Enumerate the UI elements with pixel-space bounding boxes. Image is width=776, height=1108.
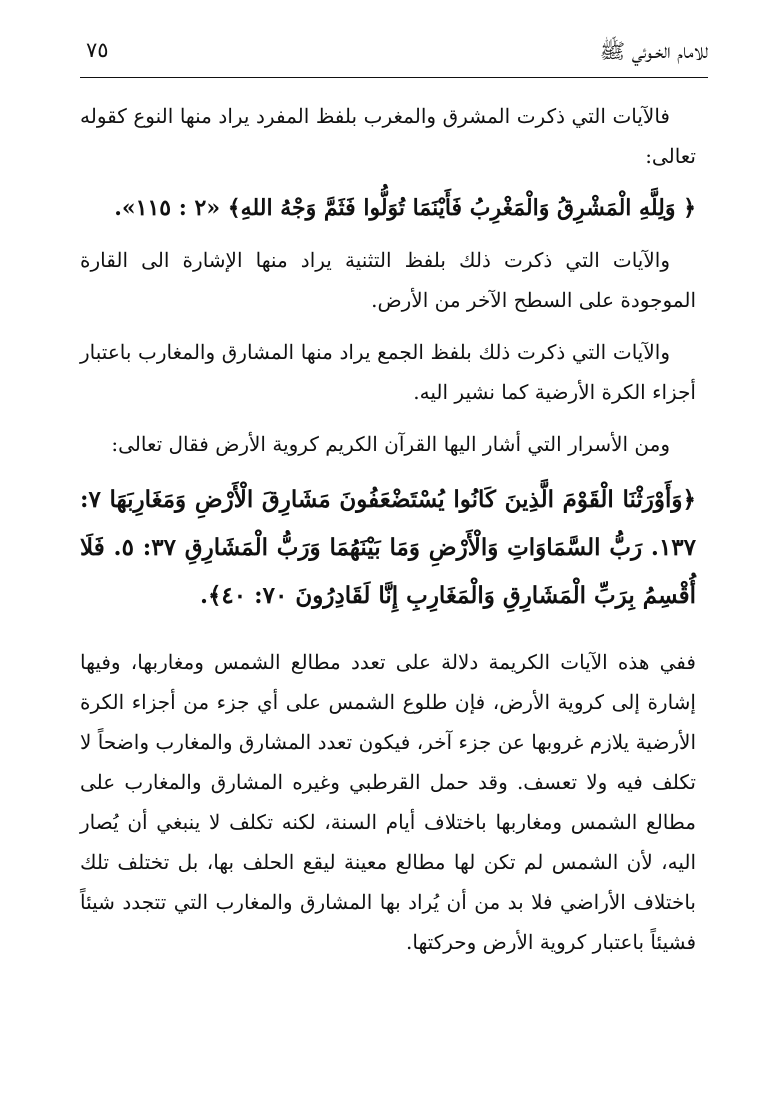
page-body (80, 96, 696, 962)
paragraph-dual-verses: والآيات التي ذكرت ذلك بلفظ التثنية يراد منها الإشارة الى القارة الموجودة على السطح الآخر من الأرض. (80, 248, 696, 312)
paragraph-singular-verses: فالآيات التي ذكرت المشرق والمغرب بلفظ المفرد يراد منها النوع كقوله تعالى: (80, 104, 696, 168)
paragraph-secrets-intro: ومن الأسرار التي أشار اليها القرآن الكريم كروية الأرض فقال تعالى: (111, 432, 670, 456)
paragraph-plural-verses: والآيات التي ذكرت ذلك بلفظ الجمع يراد منها المشارق والمغارب باعتبار أجزاء الكرة الأرضية كما نشير اليه. (80, 340, 696, 404)
page-number: ٧٥ (86, 38, 109, 62)
quran-verses-block: ﴿وَأَوْرَثْنَا الْقَوْمَ الَّذِينَ كَانُوا يُسْتَضْعَفُونَ مَشَارِقَ الْأَرْضِ وَمَغَارِبَهَا ٧: ١٣٧. رَبُّ السَّمَاوَاتِ وَالْأَرْضِ وَمَا بَيْنَهُمَا وَرَبُّ الْمَشَارِقِ ٣٧: ٥. فَلَا أُقْسِمُ بِرَبِّ الْمَشَارِقِ وَالْمَغَارِبِ إِنَّا لَقَادِرُونَ ٧٠: ٤٠﴾. (80, 486, 697, 609)
page-header (80, 36, 708, 76)
running-title: للامام الخـوئي ﷺ (599, 39, 708, 63)
paragraph-commentary: ففي هذه الآيات الكريمة دلالة على تعدد مطالع الشمس ومغاربها، وفيها إشارة إلى كروية الأرض، فإن طلوع الشمس على أي جزء من أجزاء الكرة الأرضية يلازم غروبها عن جزء آخر، فيكون تعدد المشارق والمغارب واضحاً لا تكلف فيه ولا تعسف. وقد حمل القرطبي وغيره المشارق والمغارب على مطالع الشمس ومغاربها باختلاف أيام السنة، لكنه تكلف لا ينبغي أن يُصار اليه، لأن الشمس لم تكن لها مطالع معينة ليقع الحلف بها، بل تختلف تلك باختلاف الأراضي فلا بد من أن يُراد بها المشارق والمغارب التي تتجدد شيئاً فشيئاً باعتبار كروية الأرض وحركتها. (80, 650, 697, 954)
header-rule (80, 77, 708, 78)
quran-verse-2-115: ﴿ وَلِلَّهِ الْمَشْرِقُ وَالْمَغْرِبُ فَأَيْنَمَا تُوَلُّوا فَثَمَّ وَجْهُ اللهِ﴾ «٢ : ١١٥». (114, 195, 696, 221)
